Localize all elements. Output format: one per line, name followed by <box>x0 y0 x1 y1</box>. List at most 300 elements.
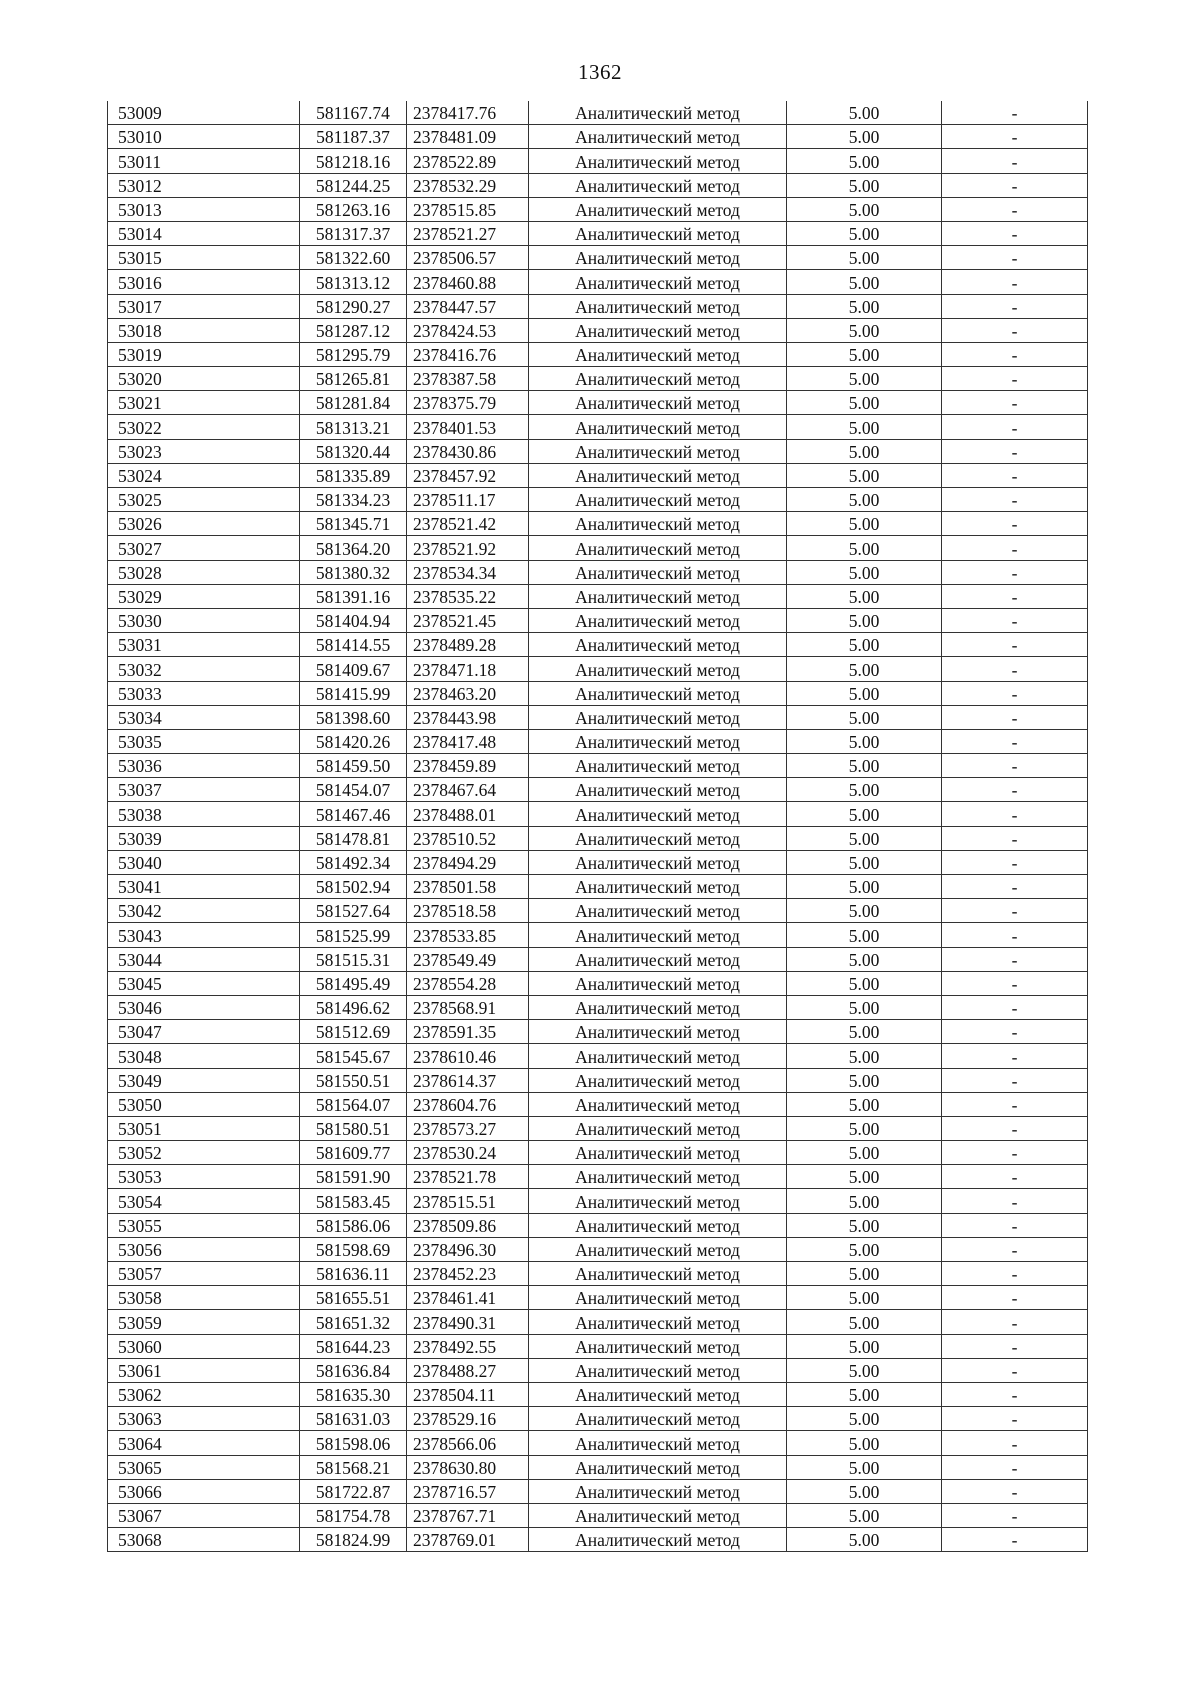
y-coordinate-cell: 2378591.35 <box>407 1020 529 1044</box>
note-cell: - <box>942 1116 1088 1140</box>
method-cell: Аналитический метод <box>529 778 787 802</box>
y-coordinate-cell: 2378521.42 <box>407 512 529 536</box>
note-cell: - <box>942 1455 1088 1479</box>
y-coordinate-cell: 2378566.06 <box>407 1431 529 1455</box>
accuracy-cell: 5.00 <box>787 875 942 899</box>
table-row <box>108 1213 1088 1237</box>
accuracy-cell: 5.00 <box>787 1092 942 1116</box>
point-id-cell: 53027 <box>108 536 300 560</box>
accuracy-cell: 5.00 <box>787 246 942 270</box>
method-cell: Аналитический метод <box>529 875 787 899</box>
note-cell: - <box>942 947 1088 971</box>
x-coordinate-cell: 581515.31 <box>300 947 407 971</box>
note-cell: - <box>942 1286 1088 1310</box>
y-coordinate-cell: 2378375.79 <box>407 391 529 415</box>
note-cell: - <box>942 1189 1088 1213</box>
point-id-cell: 53034 <box>108 705 300 729</box>
table-row <box>108 1092 1088 1116</box>
method-cell: Аналитический метод <box>529 923 787 947</box>
method-cell: Аналитический метод <box>529 1213 787 1237</box>
accuracy-cell: 5.00 <box>787 923 942 947</box>
accuracy-cell: 5.00 <box>787 778 942 802</box>
point-id-cell: 53047 <box>108 1020 300 1044</box>
table-row <box>108 850 1088 874</box>
accuracy-cell: 5.00 <box>787 1213 942 1237</box>
x-coordinate-cell: 581187.37 <box>300 125 407 149</box>
point-id-cell: 53009 <box>108 101 300 125</box>
x-coordinate-cell: 581492.34 <box>300 850 407 874</box>
accuracy-cell: 5.00 <box>787 1382 942 1406</box>
table-row <box>108 826 1088 850</box>
y-coordinate-cell: 2378521.27 <box>407 221 529 245</box>
table-row <box>108 705 1088 729</box>
point-id-cell: 53067 <box>108 1503 300 1527</box>
point-id-cell: 53026 <box>108 512 300 536</box>
accuracy-cell: 5.00 <box>787 512 942 536</box>
y-coordinate-cell: 2378518.58 <box>407 899 529 923</box>
table-row <box>108 1382 1088 1406</box>
accuracy-cell: 5.00 <box>787 1286 942 1310</box>
accuracy-cell: 5.00 <box>787 657 942 681</box>
table-row <box>108 1165 1088 1189</box>
table-row <box>108 608 1088 632</box>
point-id-cell: 53012 <box>108 173 300 197</box>
method-cell: Аналитический метод <box>529 947 787 971</box>
x-coordinate-cell: 581591.90 <box>300 1165 407 1189</box>
note-cell: - <box>942 1262 1088 1286</box>
x-coordinate-cell: 581655.51 <box>300 1286 407 1310</box>
y-coordinate-cell: 2378417.76 <box>407 101 529 125</box>
accuracy-cell: 5.00 <box>787 1044 942 1068</box>
point-id-cell: 53049 <box>108 1068 300 1092</box>
point-id-cell: 53018 <box>108 318 300 342</box>
note-cell: - <box>942 1165 1088 1189</box>
point-id-cell: 53051 <box>108 1116 300 1140</box>
accuracy-cell: 5.00 <box>787 101 942 125</box>
x-coordinate-cell: 581495.49 <box>300 971 407 995</box>
y-coordinate-cell: 2378471.18 <box>407 657 529 681</box>
y-coordinate-cell: 2378515.51 <box>407 1189 529 1213</box>
method-cell: Аналитический метод <box>529 367 787 391</box>
accuracy-cell: 5.00 <box>787 584 942 608</box>
accuracy-cell: 5.00 <box>787 1189 942 1213</box>
x-coordinate-cell: 581568.21 <box>300 1455 407 1479</box>
y-coordinate-cell: 2378488.01 <box>407 802 529 826</box>
y-coordinate-cell: 2378511.17 <box>407 488 529 512</box>
x-coordinate-cell: 581478.81 <box>300 826 407 850</box>
x-coordinate-cell: 581335.89 <box>300 463 407 487</box>
method-cell: Аналитический метод <box>529 560 787 584</box>
note-cell: - <box>942 754 1088 778</box>
accuracy-cell: 5.00 <box>787 318 942 342</box>
x-coordinate-cell: 581824.99 <box>300 1528 407 1552</box>
y-coordinate-cell: 2378610.46 <box>407 1044 529 1068</box>
table-row <box>108 1455 1088 1479</box>
y-coordinate-cell: 2378424.53 <box>407 318 529 342</box>
accuracy-cell: 5.00 <box>787 1141 942 1165</box>
accuracy-cell: 5.00 <box>787 1116 942 1140</box>
x-coordinate-cell: 581598.69 <box>300 1237 407 1261</box>
point-id-cell: 53065 <box>108 1455 300 1479</box>
accuracy-cell: 5.00 <box>787 391 942 415</box>
table-row <box>108 1237 1088 1261</box>
note-cell: - <box>942 1044 1088 1068</box>
y-coordinate-cell: 2378460.88 <box>407 270 529 294</box>
table-row <box>108 971 1088 995</box>
x-coordinate-cell: 581334.23 <box>300 488 407 512</box>
method-cell: Аналитический метод <box>529 488 787 512</box>
table-row <box>108 633 1088 657</box>
y-coordinate-cell: 2378522.89 <box>407 149 529 173</box>
accuracy-cell: 5.00 <box>787 995 942 1019</box>
note-cell: - <box>942 318 1088 342</box>
y-coordinate-cell: 2378504.11 <box>407 1382 529 1406</box>
note-cell: - <box>942 439 1088 463</box>
note-cell: - <box>942 560 1088 584</box>
x-coordinate-cell: 581287.12 <box>300 318 407 342</box>
x-coordinate-cell: 581265.81 <box>300 367 407 391</box>
method-cell: Аналитический метод <box>529 1382 787 1406</box>
table-row <box>108 1358 1088 1382</box>
x-coordinate-cell: 581644.23 <box>300 1334 407 1358</box>
note-cell: - <box>942 488 1088 512</box>
method-cell: Аналитический метод <box>529 729 787 753</box>
note-cell: - <box>942 1141 1088 1165</box>
x-coordinate-cell: 581635.30 <box>300 1382 407 1406</box>
method-cell: Аналитический метод <box>529 1358 787 1382</box>
table-row <box>108 947 1088 971</box>
point-id-cell: 53058 <box>108 1286 300 1310</box>
table-row <box>108 463 1088 487</box>
y-coordinate-cell: 2378529.16 <box>407 1407 529 1431</box>
accuracy-cell: 5.00 <box>787 342 942 366</box>
point-id-cell: 53057 <box>108 1262 300 1286</box>
accuracy-cell: 5.00 <box>787 1068 942 1092</box>
method-cell: Аналитический метод <box>529 391 787 415</box>
method-cell: Аналитический метод <box>529 536 787 560</box>
accuracy-cell: 5.00 <box>787 608 942 632</box>
table-row <box>108 415 1088 439</box>
point-id-cell: 53059 <box>108 1310 300 1334</box>
x-coordinate-cell: 581281.84 <box>300 391 407 415</box>
accuracy-cell: 5.00 <box>787 1310 942 1334</box>
method-cell: Аналитический метод <box>529 1044 787 1068</box>
note-cell: - <box>942 173 1088 197</box>
x-coordinate-cell: 581564.07 <box>300 1092 407 1116</box>
accuracy-cell: 5.00 <box>787 802 942 826</box>
x-coordinate-cell: 581345.71 <box>300 512 407 536</box>
accuracy-cell: 5.00 <box>787 560 942 584</box>
y-coordinate-cell: 2378489.28 <box>407 633 529 657</box>
table-row <box>108 1503 1088 1527</box>
table-row <box>108 246 1088 270</box>
table-row <box>108 125 1088 149</box>
table-row <box>108 173 1088 197</box>
point-id-cell: 53030 <box>108 608 300 632</box>
y-coordinate-cell: 2378510.52 <box>407 826 529 850</box>
note-cell: - <box>942 367 1088 391</box>
accuracy-cell: 5.00 <box>787 1528 942 1552</box>
table-row <box>108 512 1088 536</box>
y-coordinate-cell: 2378534.34 <box>407 560 529 584</box>
x-coordinate-cell: 581415.99 <box>300 681 407 705</box>
note-cell: - <box>942 1310 1088 1334</box>
method-cell: Аналитический метод <box>529 270 787 294</box>
point-id-cell: 53050 <box>108 1092 300 1116</box>
x-coordinate-cell: 581467.46 <box>300 802 407 826</box>
point-id-cell: 53023 <box>108 439 300 463</box>
table-row <box>108 1286 1088 1310</box>
y-coordinate-cell: 2378549.49 <box>407 947 529 971</box>
x-coordinate-cell: 581496.62 <box>300 995 407 1019</box>
y-coordinate-cell: 2378716.57 <box>407 1479 529 1503</box>
table-row <box>108 995 1088 1019</box>
x-coordinate-cell: 581598.06 <box>300 1431 407 1455</box>
method-cell: Аналитический метод <box>529 512 787 536</box>
table-row <box>108 488 1088 512</box>
method-cell: Аналитический метод <box>529 415 787 439</box>
table-row <box>108 1141 1088 1165</box>
table-row <box>108 875 1088 899</box>
note-cell: - <box>942 125 1088 149</box>
point-id-cell: 53053 <box>108 1165 300 1189</box>
point-id-cell: 53032 <box>108 657 300 681</box>
x-coordinate-cell: 581651.32 <box>300 1310 407 1334</box>
y-coordinate-cell: 2378488.27 <box>407 1358 529 1382</box>
x-coordinate-cell: 581398.60 <box>300 705 407 729</box>
note-cell: - <box>942 657 1088 681</box>
point-id-cell: 53068 <box>108 1528 300 1552</box>
y-coordinate-cell: 2378532.29 <box>407 173 529 197</box>
y-coordinate-cell: 2378614.37 <box>407 1068 529 1092</box>
note-cell: - <box>942 1092 1088 1116</box>
accuracy-cell: 5.00 <box>787 754 942 778</box>
point-id-cell: 53016 <box>108 270 300 294</box>
point-id-cell: 53011 <box>108 149 300 173</box>
y-coordinate-cell: 2378457.92 <box>407 463 529 487</box>
table-row <box>108 657 1088 681</box>
x-coordinate-cell: 581631.03 <box>300 1407 407 1431</box>
y-coordinate-cell: 2378630.80 <box>407 1455 529 1479</box>
table-row <box>108 439 1088 463</box>
point-id-cell: 53043 <box>108 923 300 947</box>
accuracy-cell: 5.00 <box>787 729 942 753</box>
note-cell: - <box>942 802 1088 826</box>
note-cell: - <box>942 1528 1088 1552</box>
note-cell: - <box>942 1237 1088 1261</box>
y-coordinate-cell: 2378401.53 <box>407 415 529 439</box>
point-id-cell: 53035 <box>108 729 300 753</box>
note-cell: - <box>942 1020 1088 1044</box>
y-coordinate-cell: 2378463.20 <box>407 681 529 705</box>
table-row <box>108 584 1088 608</box>
point-id-cell: 53025 <box>108 488 300 512</box>
table-row <box>108 1020 1088 1044</box>
accuracy-cell: 5.00 <box>787 1503 942 1527</box>
table-row <box>108 342 1088 366</box>
y-coordinate-cell: 2378443.98 <box>407 705 529 729</box>
table-row <box>108 367 1088 391</box>
y-coordinate-cell: 2378481.09 <box>407 125 529 149</box>
x-coordinate-cell: 581586.06 <box>300 1213 407 1237</box>
method-cell: Аналитический метод <box>529 246 787 270</box>
accuracy-cell: 5.00 <box>787 705 942 729</box>
y-coordinate-cell: 2378492.55 <box>407 1334 529 1358</box>
method-cell: Аналитический метод <box>529 197 787 221</box>
method-cell: Аналитический метод <box>529 1503 787 1527</box>
note-cell: - <box>942 1358 1088 1382</box>
table-row <box>108 923 1088 947</box>
table-row <box>108 1407 1088 1431</box>
method-cell: Аналитический метод <box>529 1310 787 1334</box>
note-cell: - <box>942 1213 1088 1237</box>
note-cell: - <box>942 246 1088 270</box>
x-coordinate-cell: 581380.32 <box>300 560 407 584</box>
x-coordinate-cell: 581722.87 <box>300 1479 407 1503</box>
point-id-cell: 53036 <box>108 754 300 778</box>
method-cell: Аналитический метод <box>529 1286 787 1310</box>
note-cell: - <box>942 391 1088 415</box>
y-coordinate-cell: 2378509.86 <box>407 1213 529 1237</box>
y-coordinate-cell: 2378459.89 <box>407 754 529 778</box>
point-id-cell: 53066 <box>108 1479 300 1503</box>
table-row <box>108 391 1088 415</box>
point-id-cell: 53052 <box>108 1141 300 1165</box>
point-id-cell: 53037 <box>108 778 300 802</box>
method-cell: Аналитический метод <box>529 1528 787 1552</box>
point-id-cell: 53021 <box>108 391 300 415</box>
y-coordinate-cell: 2378461.41 <box>407 1286 529 1310</box>
x-coordinate-cell: 581527.64 <box>300 899 407 923</box>
note-cell: - <box>942 342 1088 366</box>
table-row <box>108 221 1088 245</box>
note-cell: - <box>942 221 1088 245</box>
x-coordinate-cell: 581364.20 <box>300 536 407 560</box>
accuracy-cell: 5.00 <box>787 1165 942 1189</box>
note-cell: - <box>942 875 1088 899</box>
method-cell: Аналитический метод <box>529 318 787 342</box>
table-row <box>108 1479 1088 1503</box>
method-cell: Аналитический метод <box>529 826 787 850</box>
x-coordinate-cell: 581404.94 <box>300 608 407 632</box>
point-id-cell: 53045 <box>108 971 300 995</box>
accuracy-cell: 5.00 <box>787 1479 942 1503</box>
note-cell: - <box>942 536 1088 560</box>
accuracy-cell: 5.00 <box>787 197 942 221</box>
method-cell: Аналитический метод <box>529 1141 787 1165</box>
method-cell: Аналитический метод <box>529 681 787 705</box>
method-cell: Аналитический метод <box>529 899 787 923</box>
note-cell: - <box>942 101 1088 125</box>
table-row <box>108 1044 1088 1068</box>
accuracy-cell: 5.00 <box>787 1334 942 1358</box>
accuracy-cell: 5.00 <box>787 149 942 173</box>
point-id-cell: 53020 <box>108 367 300 391</box>
note-cell: - <box>942 1431 1088 1455</box>
x-coordinate-cell: 581263.16 <box>300 197 407 221</box>
method-cell: Аналитический метод <box>529 149 787 173</box>
x-coordinate-cell: 581609.77 <box>300 1141 407 1165</box>
table-row <box>108 197 1088 221</box>
note-cell: - <box>942 995 1088 1019</box>
x-coordinate-cell: 581636.11 <box>300 1262 407 1286</box>
x-coordinate-cell: 581409.67 <box>300 657 407 681</box>
method-cell: Аналитический метод <box>529 294 787 318</box>
point-id-cell: 53031 <box>108 633 300 657</box>
note-cell: - <box>942 633 1088 657</box>
table-row <box>108 1334 1088 1358</box>
accuracy-cell: 5.00 <box>787 125 942 149</box>
y-coordinate-cell: 2378568.91 <box>407 995 529 1019</box>
x-coordinate-cell: 581636.84 <box>300 1358 407 1382</box>
table-row <box>108 101 1088 125</box>
accuracy-cell: 5.00 <box>787 1431 942 1455</box>
note-cell: - <box>942 826 1088 850</box>
table-body <box>108 101 1088 1552</box>
point-id-cell: 53022 <box>108 415 300 439</box>
y-coordinate-cell: 2378501.58 <box>407 875 529 899</box>
note-cell: - <box>942 1503 1088 1527</box>
accuracy-cell: 5.00 <box>787 1455 942 1479</box>
accuracy-cell: 5.00 <box>787 850 942 874</box>
y-coordinate-cell: 2378521.45 <box>407 608 529 632</box>
table-row <box>108 754 1088 778</box>
method-cell: Аналитический метод <box>529 1334 787 1358</box>
note-cell: - <box>942 608 1088 632</box>
accuracy-cell: 5.00 <box>787 221 942 245</box>
point-id-cell: 53024 <box>108 463 300 487</box>
point-id-cell: 53039 <box>108 826 300 850</box>
point-id-cell: 53062 <box>108 1382 300 1406</box>
note-cell: - <box>942 270 1088 294</box>
table-row <box>108 149 1088 173</box>
table-row <box>108 1116 1088 1140</box>
x-coordinate-cell: 581320.44 <box>300 439 407 463</box>
table-row <box>108 1189 1088 1213</box>
x-coordinate-cell: 581502.94 <box>300 875 407 899</box>
note-cell: - <box>942 197 1088 221</box>
y-coordinate-cell: 2378521.92 <box>407 536 529 560</box>
x-coordinate-cell: 581218.16 <box>300 149 407 173</box>
accuracy-cell: 5.00 <box>787 463 942 487</box>
accuracy-cell: 5.00 <box>787 415 942 439</box>
coordinates-table <box>107 101 1088 1552</box>
method-cell: Аналитический метод <box>529 101 787 125</box>
point-id-cell: 53064 <box>108 1431 300 1455</box>
method-cell: Аналитический метод <box>529 221 787 245</box>
x-coordinate-cell: 581550.51 <box>300 1068 407 1092</box>
y-coordinate-cell: 2378416.76 <box>407 342 529 366</box>
method-cell: Аналитический метод <box>529 463 787 487</box>
note-cell: - <box>942 1407 1088 1431</box>
y-coordinate-cell: 2378387.58 <box>407 367 529 391</box>
x-coordinate-cell: 581545.67 <box>300 1044 407 1068</box>
accuracy-cell: 5.00 <box>787 439 942 463</box>
table-row <box>108 318 1088 342</box>
method-cell: Аналитический метод <box>529 1020 787 1044</box>
note-cell: - <box>942 778 1088 802</box>
accuracy-cell: 5.00 <box>787 1407 942 1431</box>
note-cell: - <box>942 705 1088 729</box>
note-cell: - <box>942 1068 1088 1092</box>
method-cell: Аналитический метод <box>529 1262 787 1286</box>
point-id-cell: 53010 <box>108 125 300 149</box>
point-id-cell: 53054 <box>108 1189 300 1213</box>
method-cell: Аналитический метод <box>529 1407 787 1431</box>
note-cell: - <box>942 415 1088 439</box>
table-row <box>108 270 1088 294</box>
table-row <box>108 778 1088 802</box>
